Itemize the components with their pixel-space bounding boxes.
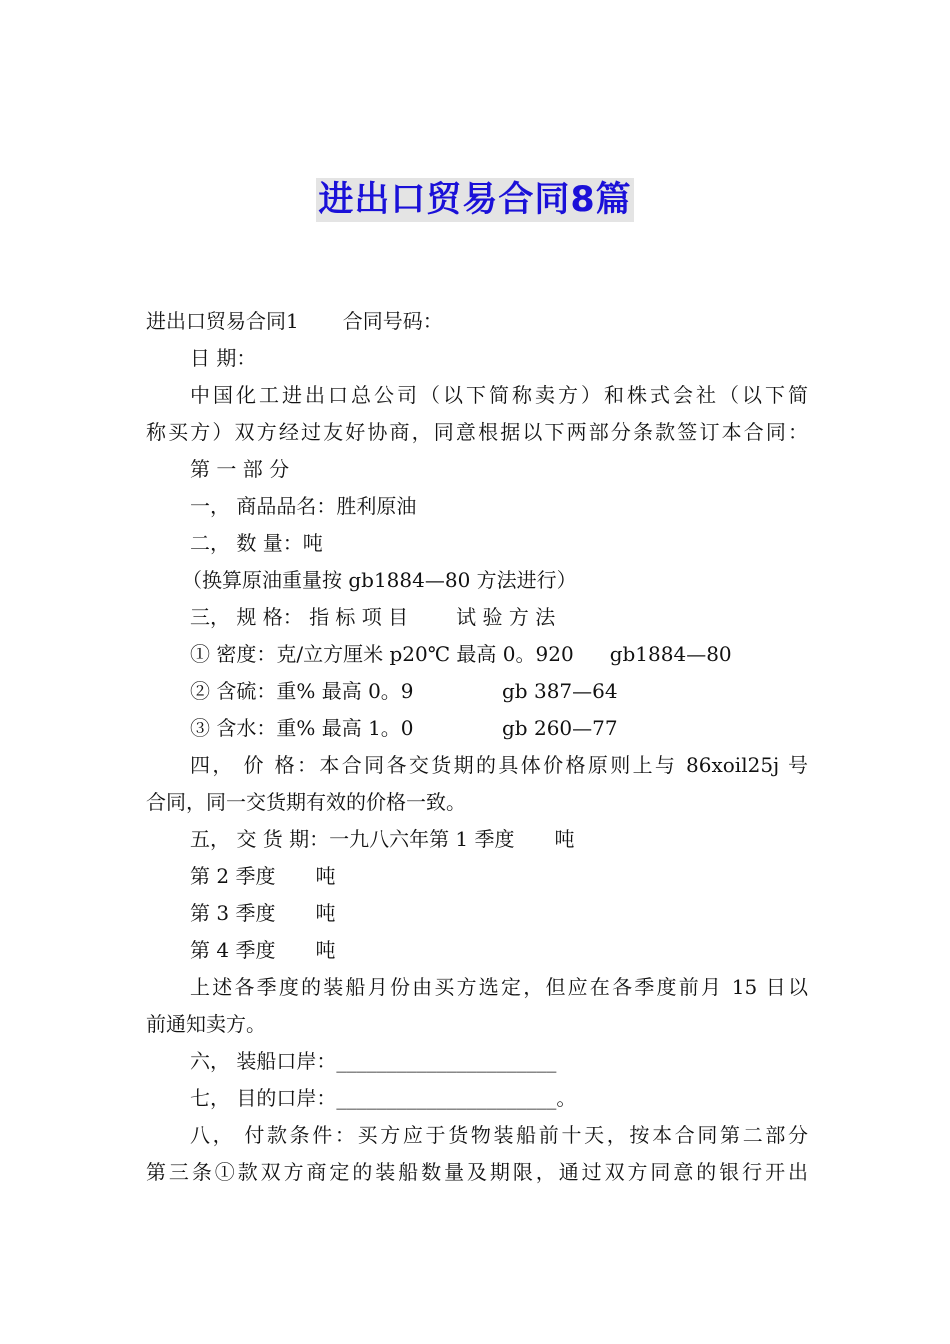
spec-sulfur: ② 含硫：重% 最高 0。9 gb 387—64 xyxy=(190,679,618,703)
payment-terms-line-2: 第三条①款双方商定的装船数量及期限，通过双方同意的银行开出 xyxy=(146,1160,808,1184)
document-title-block xyxy=(0,178,950,228)
spec-density: ① 密度：克/立方厘米 p20℃ 最高 0。920 gb1884—80 xyxy=(190,642,732,666)
intro-line-1: 中国化工进出口总公司（以下简称卖方）和株式会社（以下简 xyxy=(190,383,808,407)
item-conversion-note: （换算原油重量按 gb1884—80 方法进行） xyxy=(182,568,577,592)
item-price-line-2: 合同，同一交货期有效的价格一致。 xyxy=(146,790,466,814)
loading-port: 六， 装船口岸：______________________ xyxy=(190,1049,557,1073)
delivery-q1: 五， 交 货 期：一九八六年第 1 季度 吨 xyxy=(190,827,575,851)
item-specification: 三， 规 格： 指 标 项 目 试 验 方 法 xyxy=(190,605,556,629)
spec-water: ③ 含水：重% 最高 1。0 gb 260—77 xyxy=(190,716,618,740)
contract-name: 进出口贸易合同1 xyxy=(146,309,299,333)
item-product-name: 一， 商品品名：胜利原油 xyxy=(190,494,417,518)
delivery-q3: 第 3 季度 吨 xyxy=(190,901,336,925)
part-one-heading: 第 一 部 分 xyxy=(190,457,290,481)
payment-terms-line-1: 八， 付款条件：买方应于货物装船前十天，按本合同第二部分 xyxy=(190,1123,808,1147)
item-price-line-1: 四， 价 格：本合同各交货期的具体价格原则上与 86xoil25j 号 xyxy=(190,753,808,777)
contract-body xyxy=(146,303,808,1191)
shipment-note-line-2: 前通知卖方。 xyxy=(146,1012,266,1036)
intro-line-2: 称买方）双方经过友好协商，同意根据以下两部分条款签订本合同： xyxy=(146,420,808,444)
shipment-note-line-1: 上述各季度的装船月份由买方选定，但应在各季度前月 15 日以 xyxy=(190,975,808,999)
delivery-q2: 第 2 季度 吨 xyxy=(190,864,336,888)
contract-header-line xyxy=(146,303,808,340)
delivery-q4: 第 4 季度 吨 xyxy=(190,938,336,962)
contract-number-label: 合同号码： xyxy=(342,309,443,333)
destination-port: 七， 目的口岸：______________________。 xyxy=(190,1086,577,1110)
document-title: 进出口贸易合同8篇 xyxy=(318,180,632,220)
date-line: 日 期： xyxy=(190,346,257,370)
item-quantity: 二， 数 量：吨 xyxy=(190,531,323,555)
